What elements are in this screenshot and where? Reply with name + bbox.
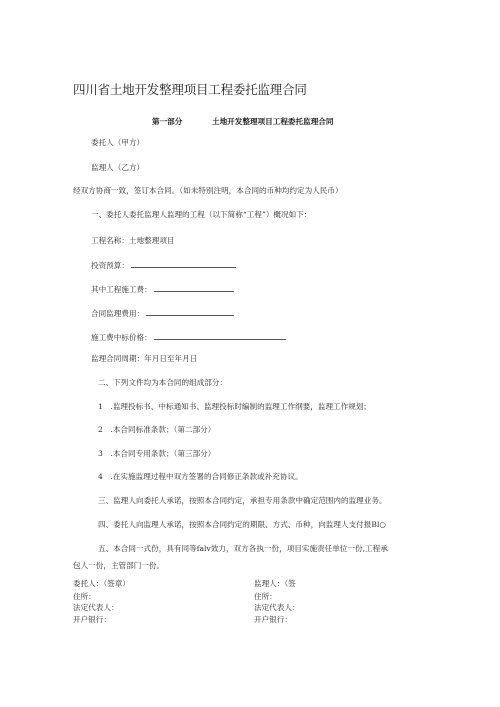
client-address: 住所： xyxy=(73,592,96,601)
doc-item-4: 4 .在实施监理过程中双方签署的合同修正条款或补充协议。 xyxy=(98,472,303,481)
construction-fee-blank xyxy=(154,283,234,292)
doc-item-1: 1 .监理投标书、中标通知书、监理投标时编制的监理工作纲要，监理工作规划； xyxy=(98,402,372,411)
bid-price-blank xyxy=(154,331,286,340)
clause-1: 一、委托人委托监理人监理的工程（以下简称“工程”）概况如下： xyxy=(91,210,312,219)
client-bank: 开户银行： xyxy=(73,615,111,624)
client-legal-rep: 法定代表人： xyxy=(73,603,119,612)
clause-3: 三、监理人向委托人承诺，按照本合同约定，承担专用条款中确定范围内的监理业务。 xyxy=(98,496,387,505)
bid-price-label: 施工费中标价格： xyxy=(91,333,152,342)
supervisor-address: 住所： xyxy=(254,592,277,601)
part-name: 土地开发整理项目工程委托监理合同 xyxy=(212,117,334,126)
supervisor-party: 监理人（乙方） xyxy=(91,163,145,172)
investment-budget-label: 投资预算： xyxy=(91,261,129,270)
bid-price-row xyxy=(91,331,286,343)
construction-fee-row xyxy=(91,283,234,295)
investment-budget-blank xyxy=(131,259,236,268)
client-party: 委托人（甲方） xyxy=(91,138,145,147)
clause-4: 四、委托人向监理人承诺，按照本合同约定的期限、方式、币种，向监理人支付报Bl○ xyxy=(98,520,387,529)
project-name: 工程名称：土地整理项目 xyxy=(91,236,175,245)
supervisor-bank: 开户银行： xyxy=(254,615,292,624)
clause-2: 二、下列文件均为本合同的组成部分： xyxy=(98,378,228,387)
supervision-fee-label: 合同监理费用： xyxy=(91,309,145,318)
supervisor-signature: 监理人：（签 xyxy=(254,579,296,588)
contract-period: 监理合同周期：年月日至年月日 xyxy=(91,354,198,363)
construction-fee-label: 其中工程施工费： xyxy=(91,285,152,294)
client-signature: 委托人：（签章） xyxy=(73,579,130,588)
supervision-fee-blank xyxy=(146,307,234,316)
doc-item-3: 3 .本合同专用条款；（第三部分） xyxy=(98,449,216,458)
doc-item-2: 2 .本合同标准条款；（第二部分） xyxy=(98,425,216,434)
investment-budget-row xyxy=(91,259,236,271)
intro-paragraph: 经双方协商一致，签订本合同。（如未特别注明，本合同的币种均约定为人民币） xyxy=(73,186,343,195)
supervisor-legal-rep: 法定代表人： xyxy=(254,603,300,612)
clause-5-line-2: 包人一份，主管部门一份。 xyxy=(73,561,165,570)
supervision-fee-row xyxy=(91,307,234,319)
document-title: 四川省土地开发整理项目工程委托监理合同 xyxy=(73,82,307,97)
part-label: 第一部分 xyxy=(152,117,183,126)
clause-5-line-1: 五、本合同一式份，具有同等falv效力，双方各执一份，项目实施责任单位一份,工程承 xyxy=(98,544,388,553)
